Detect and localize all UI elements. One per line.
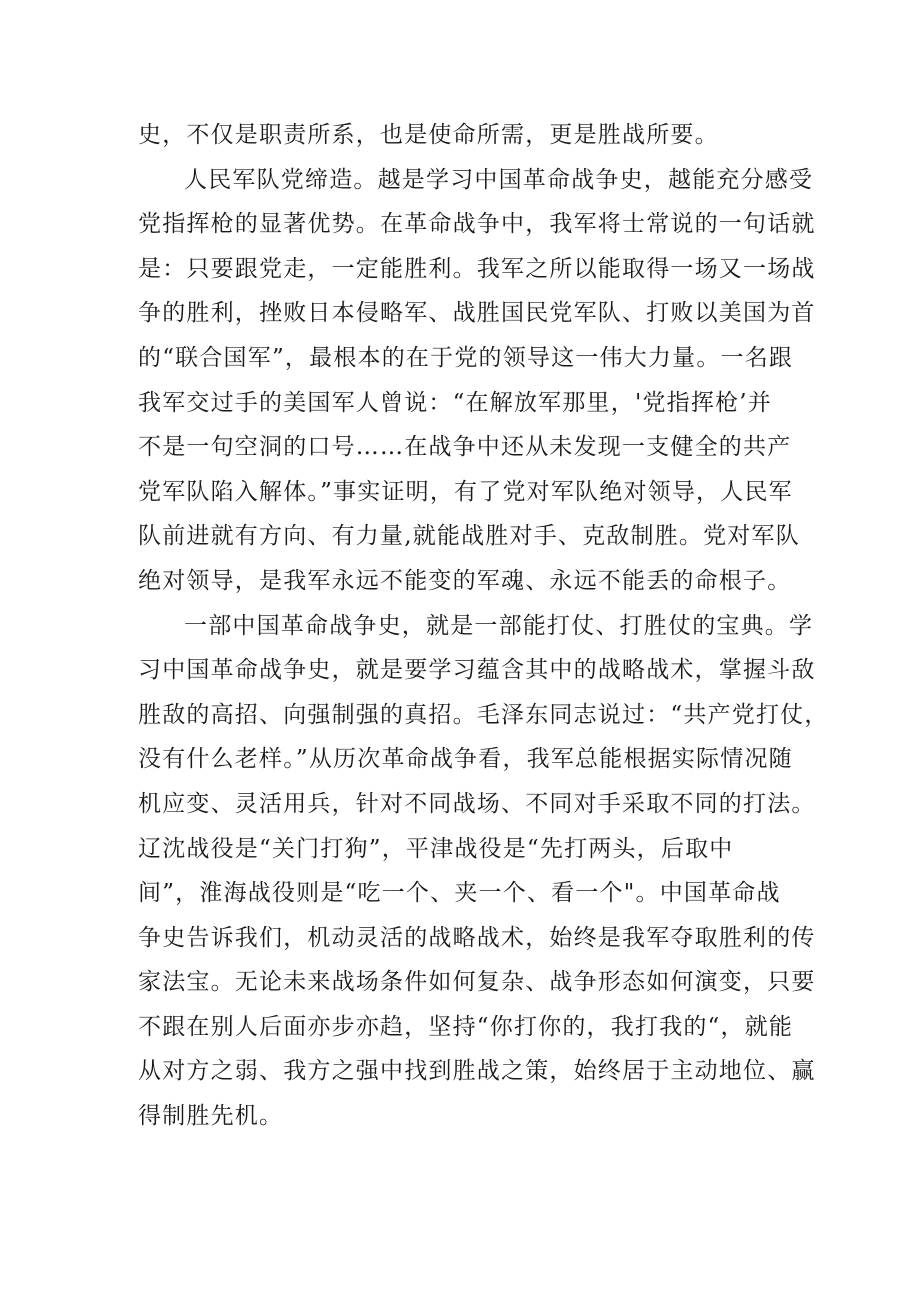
text-line: 队前进就有方向、有力量,就能战胜对手、克敌制胜。党对军队	[138, 523, 800, 550]
text-line: 机应变、灵活用兵，针对不同战场、不同对手采取不同的打法。	[138, 790, 816, 817]
text-line: 得制胜先机。	[138, 1103, 284, 1130]
paragraph-start-line: 一部中国革命战争史，就是一部能打仗、打胜仗的宝典。学	[184, 612, 814, 639]
text-line: 习中国革命战争史，就是要学习蕴含其中的战略战术，掌握斗敌	[138, 657, 816, 684]
text-line: 没有什么老样。”从历次革命战争看，我军总能根据实际情况随	[138, 746, 793, 773]
text-line: 从对方之弱、我方之强中找到胜战之策，始终居于主动地位、赢	[138, 1058, 816, 1085]
text-line: 争史告诉我们，机动灵活的战略战术，始终是我军夺取胜利的传	[138, 924, 816, 951]
text-line: 是：只要跟党走，一定能胜利。我军之所以能取得一场又一场战	[138, 255, 816, 282]
text-line: 的“联合国军”，最根本的在于党的领导这一伟大力量。一名跟	[138, 344, 794, 371]
paragraph-start-line: 人民军队党缔造。越是学习中国革命战争史，越能充分感受	[184, 166, 814, 193]
text-line: 辽沈战役是“关门打狗”，平津战役是“先打两头，后取中	[138, 835, 734, 862]
text-line: 胜敌的高招、向强制强的真招。毛泽东同志说过：“共产党打仗，	[138, 701, 829, 728]
text-line: 绝对领导，是我军永远不能变的军魂、永远不能丢的命根子。	[138, 567, 792, 594]
text-line: 我军交过手的美国军人曾说：“在解放军那里，'党指挥枪’并	[138, 389, 772, 416]
text-line: 史，不仅是职责所系，也是使命所需，更是胜战所要。	[138, 122, 719, 148]
text-line: 党军队陷入解体。”事实证明，有了党对军队绝对领导，人民军	[138, 478, 793, 505]
text-line: 家法宝。无论未来战场条件如何复杂、战争形态如何演变，只要	[138, 969, 816, 996]
text-line: 不跟在别人后面亦步亦趋，坚持“你打你的，我打我的“，就能	[138, 1013, 794, 1040]
article-body	[138, 113, 829, 1139]
text-line: 间”，淮海战役则是“吃一个、夹一个、看一个"。中国革命战	[138, 880, 781, 907]
text-line: 不是一句空洞的口号……在战争中还从未发现一支健全的共产	[138, 434, 792, 461]
text-line: 争的胜利，挫败日本侵略军、战胜国民党军队、打败以美国为首	[138, 300, 816, 327]
text-line: 党指挥枪的显著优势。在革命战争中，我军将士常说的一句话就	[138, 211, 816, 238]
